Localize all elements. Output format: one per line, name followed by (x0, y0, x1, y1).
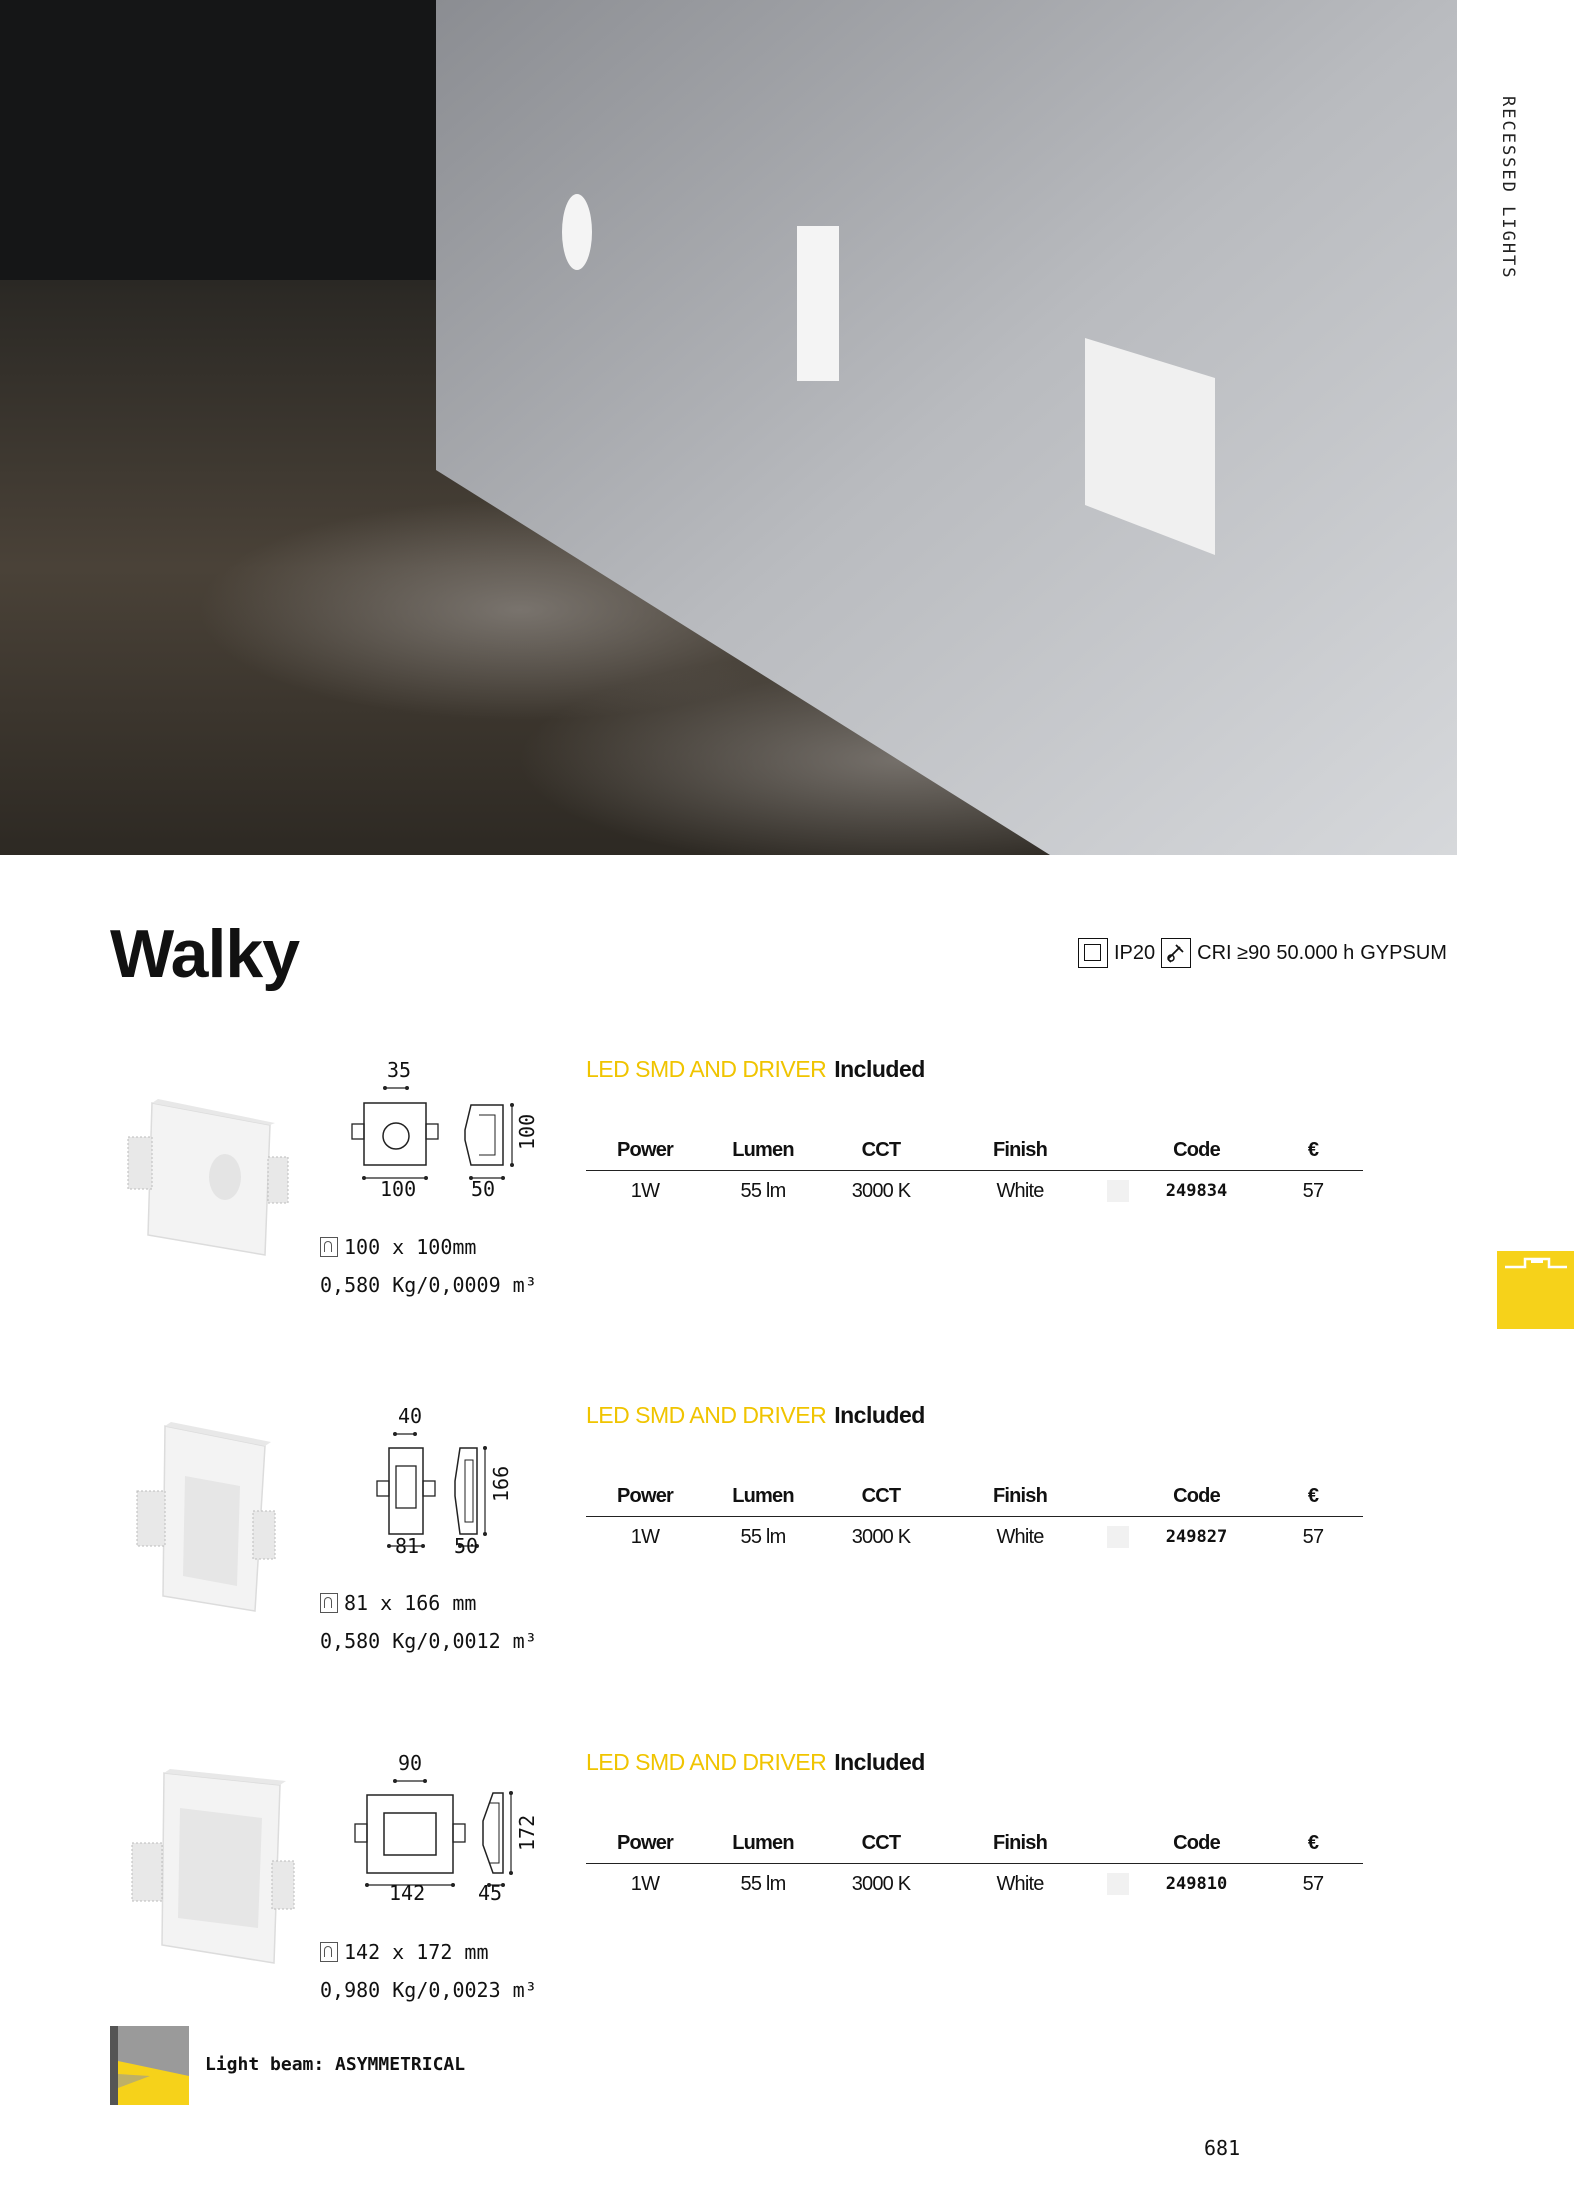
size-icon (320, 1942, 338, 1962)
dim-height: 166 (489, 1465, 513, 1502)
size-icon (320, 1237, 338, 1257)
product-photo (125, 1416, 295, 1621)
spec-badges (1078, 938, 1447, 968)
led-heading (586, 1402, 925, 1429)
lumen: 55 lm (740, 1179, 786, 1202)
light-beam-icon (110, 2026, 189, 2105)
th-cct: CCT (822, 1823, 940, 1864)
category-tab (1497, 1251, 1574, 1329)
finish-swatch (1100, 1517, 1135, 1558)
table-row (586, 1171, 1363, 1212)
led-label: LED SMD AND DRIVER (586, 1056, 827, 1082)
th-lumen: Lumen (704, 1476, 822, 1517)
price: 57 (1302, 1525, 1324, 1548)
price: 57 (1302, 1872, 1324, 1895)
th-finish: Finish (940, 1823, 1100, 1864)
th-swatch (1100, 1823, 1135, 1864)
cct: 3000 K (851, 1525, 911, 1548)
dim-height: 172 (515, 1814, 539, 1851)
th-code: Code (1135, 1823, 1258, 1864)
product-photo (122, 1763, 297, 1973)
hero-photo (0, 0, 1457, 855)
dim-top: 90 (398, 1751, 423, 1775)
hero-image (0, 0, 1457, 855)
th-power: Power (586, 1476, 704, 1517)
th-power: Power (586, 1823, 704, 1864)
page-number: 681 (1204, 2136, 1241, 2160)
power: 1W (630, 1525, 660, 1548)
dim-height: 100 (515, 1113, 539, 1150)
led-label: LED SMD AND DRIVER (586, 1402, 827, 1428)
table-row (586, 1864, 1363, 1905)
light-beam-label: Light beam: ASYMMETRICAL (205, 2054, 466, 2075)
spec-table (586, 1130, 1363, 1211)
dim-top: 35 (387, 1058, 412, 1082)
product-code: 249834 (1165, 1181, 1228, 1201)
size-weight (320, 1933, 537, 2009)
th-finish: Finish (940, 1130, 1100, 1171)
dim-width: 142 (389, 1881, 426, 1905)
finish-swatch (1100, 1171, 1135, 1212)
page-title: Walky (110, 916, 300, 992)
cri-rating: CRI ≥90 (1197, 941, 1271, 964)
finish: White (996, 1872, 1044, 1895)
size-weight (320, 1228, 537, 1304)
lifetime: 50.000 h (1276, 941, 1355, 964)
cri-icon (1161, 938, 1191, 968)
included-label: Included (834, 1749, 925, 1775)
th-lumen: Lumen (704, 1823, 822, 1864)
th-code: Code (1135, 1130, 1258, 1171)
th-cct: CCT (822, 1476, 940, 1517)
cct: 3000 K (851, 1872, 911, 1895)
cct: 3000 K (851, 1179, 911, 1202)
section-label: RECESSED LIGHTS (1498, 96, 1518, 280)
th-power: Power (586, 1130, 704, 1171)
th-lumen: Lumen (704, 1130, 822, 1171)
table-row (586, 1517, 1363, 1558)
dim-width: 81 (395, 1534, 420, 1558)
weight: 0,580 Kg/0,0012 m³ (320, 1629, 537, 1653)
th-price: € (1263, 1823, 1363, 1864)
power: 1W (630, 1179, 660, 1202)
finish-swatch (1100, 1864, 1135, 1905)
finish: White (996, 1179, 1044, 1202)
size-icon (320, 1593, 338, 1613)
material: GYPSUM (1360, 941, 1447, 964)
spec-table (586, 1476, 1363, 1557)
recessed-category-icon (1497, 1251, 1574, 1329)
product-code: 249810 (1165, 1874, 1228, 1894)
th-swatch (1100, 1130, 1135, 1171)
dim-top: 40 (398, 1404, 423, 1428)
led-label: LED SMD AND DRIVER (586, 1749, 827, 1775)
dim-depth: 50 (471, 1177, 496, 1201)
th-code: Code (1135, 1476, 1258, 1517)
th-finish: Finish (940, 1476, 1100, 1517)
product-photo (120, 1085, 300, 1265)
th-cct: CCT (822, 1130, 940, 1171)
lumen: 55 lm (740, 1525, 786, 1548)
weight: 0,980 Kg/0,0023 m³ (320, 1978, 537, 2002)
spec-table (586, 1823, 1363, 1904)
included-label: Included (834, 1056, 925, 1082)
th-price: € (1263, 1130, 1363, 1171)
size-weight (320, 1584, 537, 1660)
size: 100 x 100mm (344, 1235, 477, 1259)
led-heading (586, 1056, 925, 1083)
size: 142 x 172 mm (344, 1940, 489, 1964)
size: 81 x 166 mm (344, 1591, 477, 1615)
product-code: 249827 (1165, 1527, 1228, 1547)
th-swatch (1100, 1476, 1135, 1517)
power: 1W (630, 1872, 660, 1895)
finish: White (996, 1525, 1044, 1548)
dim-width: 100 (380, 1177, 417, 1201)
price: 57 (1302, 1179, 1324, 1202)
ip-rating-icon (1078, 938, 1108, 968)
led-heading (586, 1749, 925, 1776)
dim-depth: 50 (454, 1534, 479, 1558)
weight: 0,580 Kg/0,0009 m³ (320, 1273, 537, 1297)
dim-depth: 45 (478, 1881, 503, 1905)
ip-rating: IP20 (1114, 941, 1156, 964)
included-label: Included (834, 1402, 925, 1428)
lumen: 55 lm (740, 1872, 786, 1895)
th-price: € (1263, 1476, 1363, 1517)
